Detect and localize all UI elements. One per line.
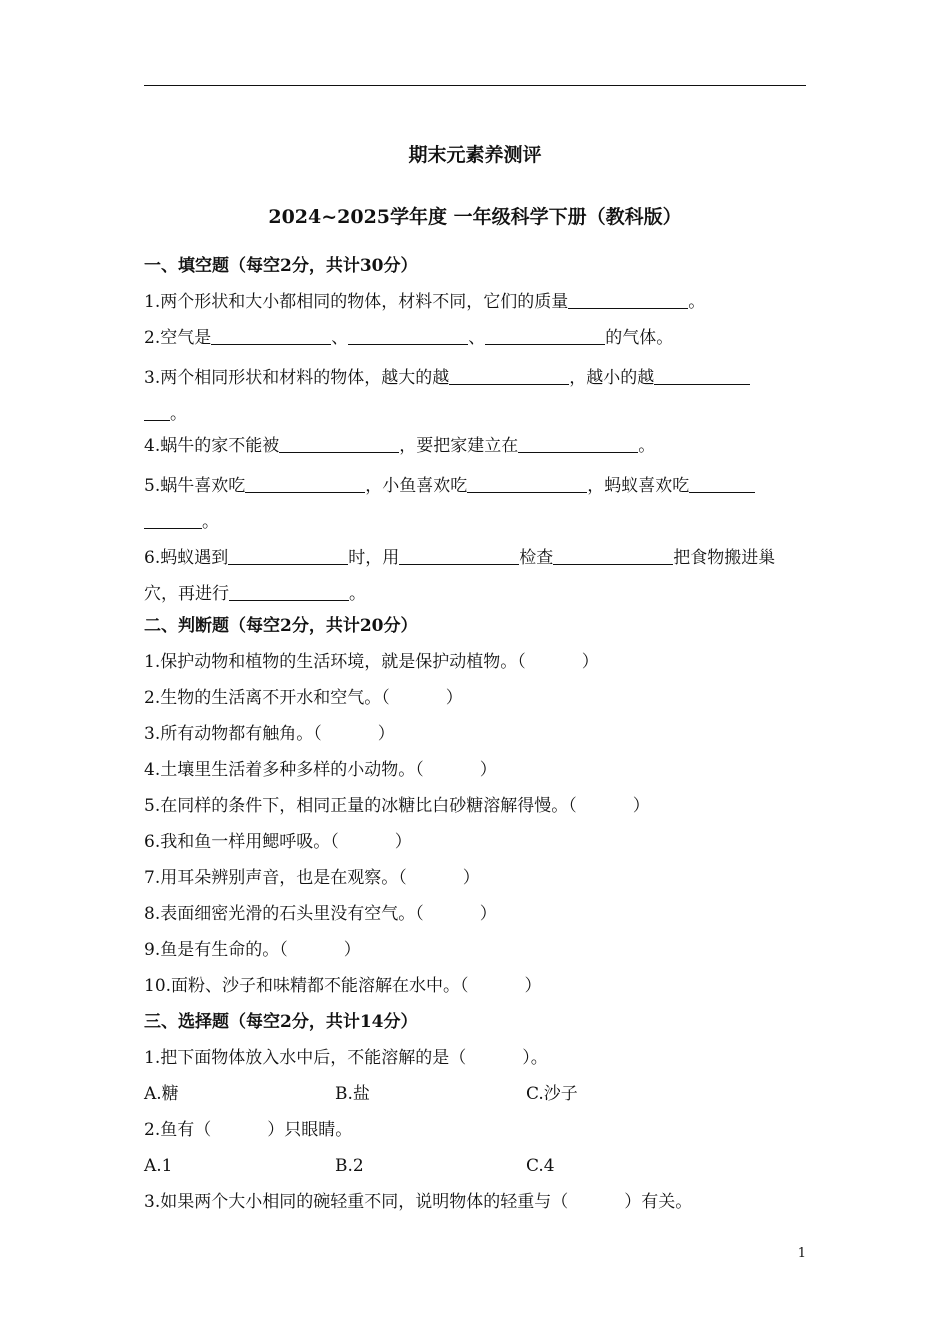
answer-blank[interactable] [211,327,331,345]
fill-question-3: 3.两个相同形状和材料的物体，越大的越 ，越小的越 。 [144,360,806,432]
page-title: 期末元素养测评 [408,144,542,166]
judge-item: 5.在同样的条件下，相同正量的冰糖比白砂糖溶解得慢。（ ） [144,796,650,816]
judge-item: 3.所有动物都有触角。（ ） [144,724,395,744]
answer-blank[interactable] [485,327,605,345]
judge-item: 1.保护动物和植物的生活环境，就是保护动植物。（ ） [144,652,599,672]
answer-blank[interactable] [467,475,587,493]
option-c[interactable]: C.沙子 [526,1084,578,1104]
option-a[interactable]: A.糖 [144,1084,179,1104]
choice-question-1: 1.把下面物体放入水中后，不能溶解的是（ ）。 [144,1048,548,1068]
section-heading-judge: 二、判断题（每空2分，共计20分） [144,616,418,636]
answer-blank[interactable] [689,475,755,493]
judge-item: 4.土壤里生活着多种多样的小动物。（ ） [144,760,497,780]
fill-question-5: 5.蜗牛喜欢吃 ，小鱼喜欢吃 ，蚂蚁喜欢吃 。 [144,468,806,540]
option-b[interactable]: B.2 [335,1156,364,1176]
answer-blank[interactable] [518,435,638,453]
answer-blank[interactable] [245,475,365,493]
option-c[interactable]: C.4 [526,1156,555,1176]
choice-question-2: 2.鱼有（ ）只眼睛。 [144,1120,353,1140]
answer-blank[interactable] [553,547,673,565]
choice-question-3: 3.如果两个大小相同的碗轻重不同，说明物体的轻重与（ ）有关。 [144,1192,693,1212]
choice-options-2 [144,1152,806,1188]
answer-blank[interactable] [449,367,569,385]
answer-blank[interactable] [654,367,750,385]
fill-question-6: 6.蚂蚁遇到 时，用 检查 把食物搬进巢穴，再进行 。 [144,548,776,604]
exam-body [144,252,806,1224]
answer-blank[interactable] [228,547,348,565]
answer-blank[interactable] [348,327,468,345]
judge-item: 10.面粉、沙子和味精都不能溶解在水中。（ ） [144,976,542,996]
fill-question-1: 1.两个形状和大小都相同的物体，材料不同，它们的质量 。 [144,292,706,312]
answer-blank[interactable] [568,291,688,309]
answer-blank[interactable] [229,583,349,601]
answer-blank-continued[interactable] [144,511,202,529]
answer-blank[interactable] [279,435,399,453]
section-heading-fill: 一、填空题（每空2分，共计30分） [144,256,418,276]
choice-options-1 [144,1080,806,1116]
judge-item: 2.生物的生活离不开水和空气。（ ） [144,688,463,708]
fill-question-2: 2.空气是 、 、 的气体。 [144,328,674,348]
answer-blank[interactable] [399,547,519,565]
option-b[interactable]: B.盐 [335,1084,370,1104]
judge-item: 7.用耳朵辨别声音，也是在观察。（ ） [144,868,480,888]
judge-item: 6.我和鱼一样用鳃呼吸。（ ） [144,832,412,852]
judge-item: 9.鱼是有生命的。（ ） [144,940,361,960]
answer-blank-continued[interactable] [144,403,170,421]
judge-item: 8.表面细密光滑的石头里没有空气。（ ） [144,904,497,924]
header-rule [144,85,806,86]
section-heading-choice: 三、选择题（每空2分，共计14分） [144,1012,418,1032]
option-a[interactable]: A.1 [144,1156,173,1176]
fill-question-4: 4.蜗牛的家不能被 ，要把家建立在 。 [144,436,656,456]
page-subtitle: 2024~2025学年度 一年级科学下册（教科版） [268,206,682,228]
page-number: 1 [797,1246,806,1261]
